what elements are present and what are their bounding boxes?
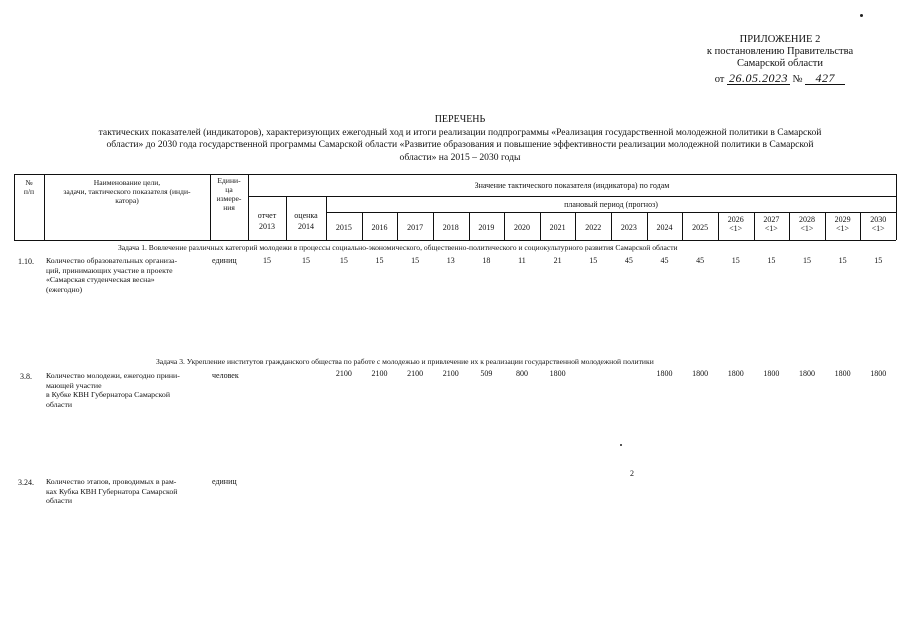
year-header-2023: 2023 [620,223,637,232]
row-3-8-value: 1800 [834,369,851,378]
year-header-2017: 2017 [407,223,424,232]
row-1-10-value: 15 [263,256,271,265]
date-prefix: от [714,74,725,85]
row-1-10-value: 15 [302,256,310,265]
row-3-8-name: Количество молодежи, ежегодно прини- мающей участие в Кубке КВН Губернатора Самарской области [46,371,180,409]
row-3-8-value: 1800 [656,369,673,378]
year-header-2026: 2026 <1> [727,215,744,233]
year-header-2025: 2025 [692,223,709,232]
year-header-2029: 2029 <1> [834,215,851,233]
appendix-block [700,34,860,86]
row-3-8-value: 1800 [549,369,566,378]
scan-speck [860,14,863,17]
row-1-10-value: 11 [518,256,526,265]
row-3-8-unit: человек [212,371,239,380]
row-3-8-value: 2100 [371,369,388,378]
row-3-24-name: Количество этапов, проводимых в рам- ках Кубка КВН Губернатора Самарской области [46,477,178,505]
row-1-10-value: 45 [660,256,669,265]
number-prefix: № [792,74,803,85]
header-planned: плановый период (прогноз) [564,200,658,209]
year-header-2021: 2021 [549,223,566,232]
row-3-8-value: 1800 [798,369,815,378]
appendix-date-line [700,72,860,86]
row-1-10-value: 15 [375,256,384,265]
row-1-10-num: 1.10. [18,257,34,266]
row-1-10-value: 45 [696,256,705,265]
row-3-8-num: 3.8. [20,372,32,381]
year-header-2016: 2016 [371,223,388,232]
row-3-8-value: 800 [515,369,528,378]
year-header-2019: 2019 [478,223,495,232]
row-1-10-value: 15 [339,256,348,265]
handwritten-number: 427 [805,72,845,85]
header-name: Наименование цели, задачи, тактического показателя (инди- катора) [63,178,191,205]
row-3-8-value: 1800 [727,369,744,378]
row-1-10-value: 15 [802,256,811,265]
year-header-2027: 2027 <1> [763,215,780,233]
document-title [40,114,880,164]
handwritten-date: 26.05.2023 [729,71,789,85]
row-3-8-value: 2100 [335,369,352,378]
row-3-8-value: 509 [480,369,493,378]
row-1-10-value: 21 [553,256,562,265]
year-header-2018: 2018 [442,223,459,232]
year-header-2030: 2030 <1> [870,215,887,233]
row-1-10-value: 18 [482,256,491,265]
task-1-heading: Задача 1. Вовлечение различных категорий молодежи в процессы социально-экономического, общественно-политического и социокультурного развития Самарской области [118,243,678,252]
row-1-10-value: 15 [874,256,883,265]
title-line3: области» на 2015 – 2030 годы [399,151,521,163]
header-num: № п/п [23,178,35,196]
row-1-10-unit: единиц [212,256,237,265]
row-1-10-value: 15 [411,256,420,265]
row-1-10-value: 15 [838,256,847,265]
appendix-title: ПРИЛОЖЕНИЕ 2 [739,34,821,45]
year-header-2015: 2015 [335,223,352,232]
task-3-heading: Задача 3. Укрепление институтов гражданского общества по работе с молодежью и привлечение их к реализации государственной молодежной политики [156,357,654,366]
header-unit: Едини- ца измере- ния [216,176,242,212]
year-header-2028: 2028 <1> [798,215,815,233]
row-3-8-value: 1800 [870,369,887,378]
row-3-8-value: 2100 [407,369,424,378]
year-header-2022: 2022 [585,223,602,232]
row-1-10-value: 15 [767,256,776,265]
row-3-8-value: 1800 [763,369,780,378]
appendix-line1: к постановлению Правительства [706,46,854,57]
row-3-24-unit: единиц [212,477,237,486]
row-3-24-value: 2 [630,469,634,478]
header-estimate: оценка 2014 [294,211,318,231]
row-3-8-value: 2100 [442,369,459,378]
row-3-8-value: 1800 [692,369,709,378]
scan-speck [620,444,622,446]
title-line2: области» до 2030 года государственной программы Самарской области «Развитие образования и повышение эффективности реализации молодежной политики в Самарской [106,139,814,150]
header-values-group: Значение тактического показателя (индикатора) по годам [474,181,670,190]
year-header-2024: 2024 [656,223,673,232]
header-report: отчет 2013 [257,211,277,231]
row-3-24-num: 3.24. [18,478,34,487]
row-1-10-value: 45 [624,256,633,265]
appendix-line2: Самарской области [737,58,823,69]
title-heading: ПЕРЕЧЕНЬ [434,114,486,125]
row-1-10-name: Количество образовательных организа- ций, принимающих участие в проекте «Самарская студенческая весна» (ежегодно) [46,256,178,294]
row-1-10-value: 15 [589,256,598,265]
title-line1: тактических показателей (индикаторов), характеризующих ежегодный ход и итоги реализации подпрограммы «Реализация государственной молодежной политики в Самарской [98,126,822,138]
year-header-2020: 2020 [513,223,530,232]
row-1-10-value: 15 [731,256,740,265]
row-1-10-value: 13 [446,256,455,265]
